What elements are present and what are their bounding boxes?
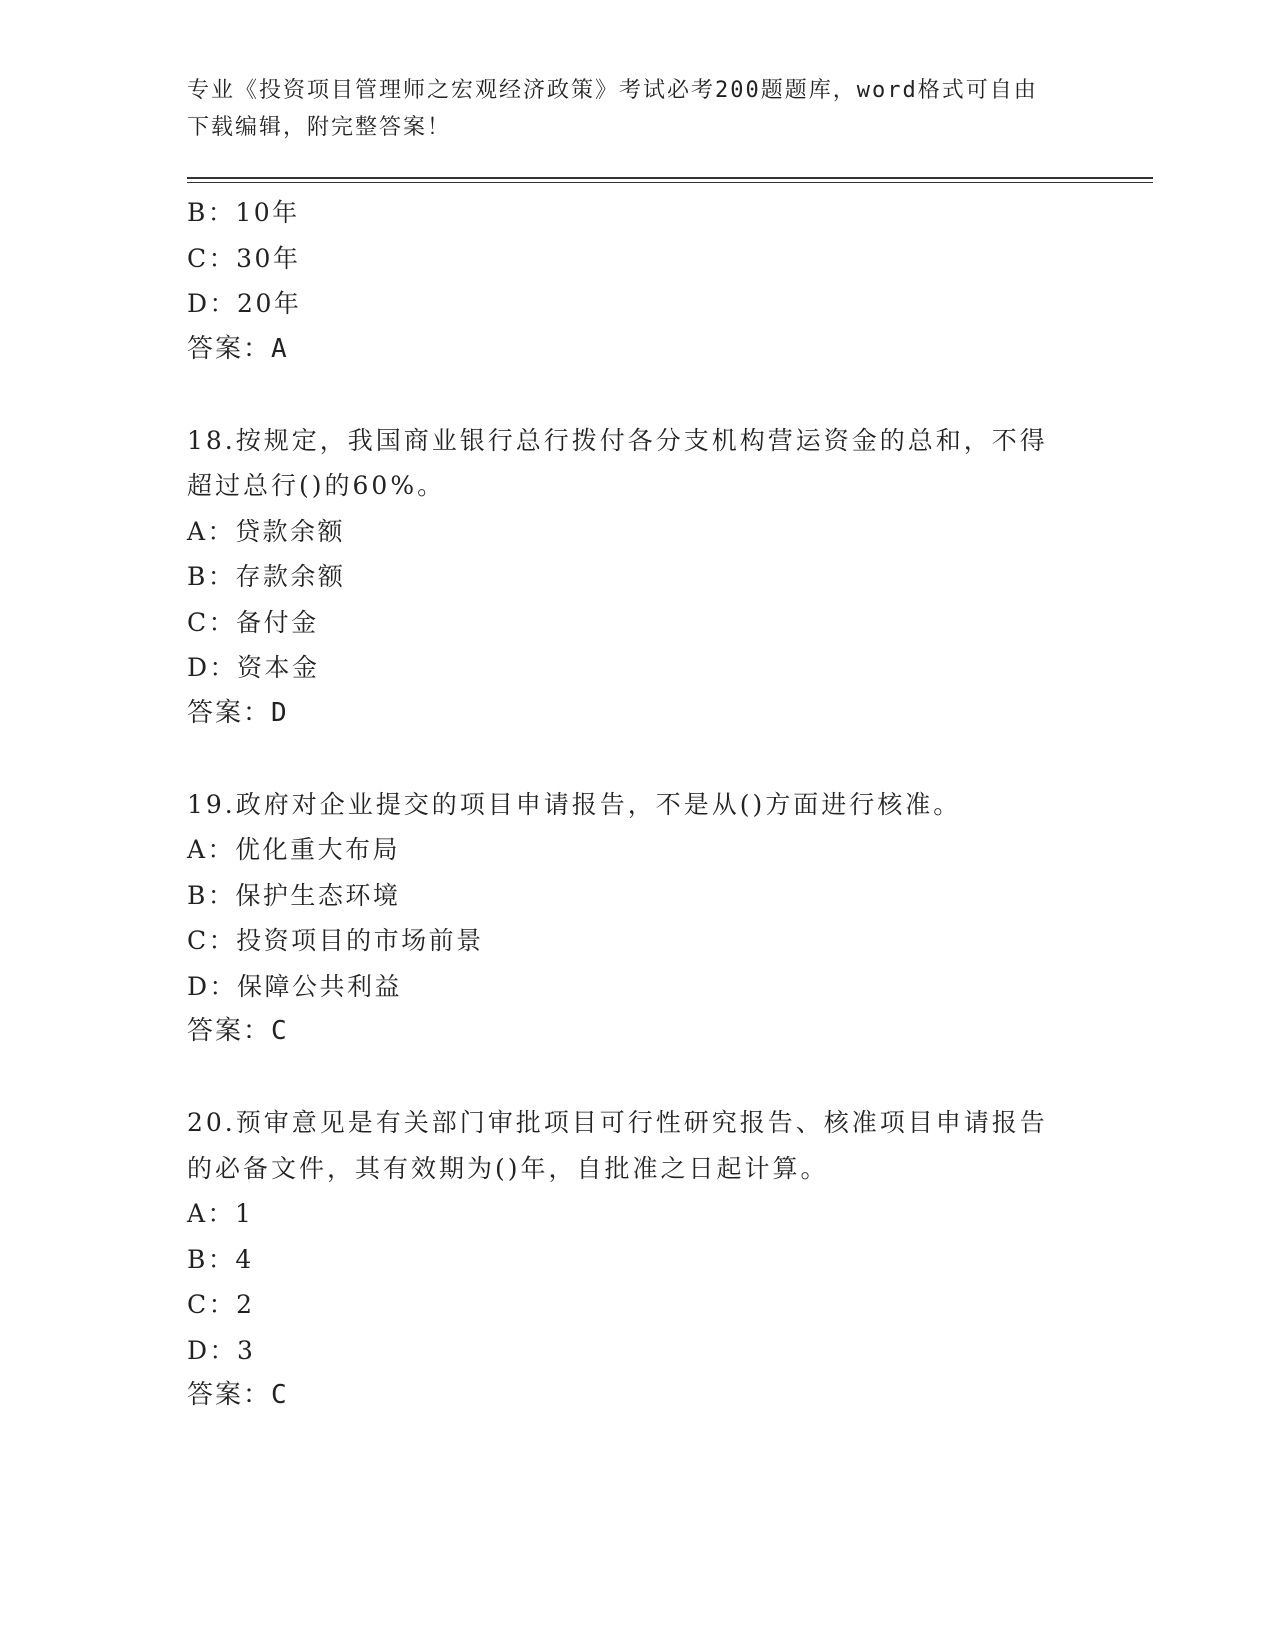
question-stem: 20.预审意见是有关部门审批项目可行性研究报告、核准项目申请报告	[187, 1108, 1048, 1137]
question-list	[187, 190, 1087, 1419]
answer: 答案：C	[187, 1380, 289, 1410]
header-divider-thick	[187, 177, 1153, 179]
option-a: A：1	[187, 1199, 254, 1228]
option-c: C：投资项目的市场前景	[187, 926, 484, 955]
header-divider-thin	[187, 182, 1153, 183]
question-18	[187, 418, 1087, 737]
option-c: C：2	[187, 1290, 255, 1319]
header-line-2: 下载编辑，附完整答案！	[187, 115, 452, 140]
question-19	[187, 782, 1087, 1055]
option-a: A：贷款余额	[187, 516, 346, 546]
option-d: D：资本金	[187, 653, 320, 682]
answer: 答案：A	[187, 333, 289, 364]
question-stem: 18.按规定，我国商业银行总行拨付各分支机构营运资金的总和，不得	[187, 425, 1048, 455]
answer: 答案：D	[187, 697, 289, 728]
answer: 答案：C	[187, 1016, 289, 1046]
option-d: D：3	[187, 1335, 256, 1365]
question-stem: 的必备文件，其有效期为()年，自批准之日起计算。	[187, 1153, 829, 1183]
option-a: A：优化重大布局	[187, 835, 401, 864]
option-b: B：保护生态环境	[187, 880, 401, 910]
question-stem: 超过总行()的60%。	[187, 471, 446, 500]
option-c: C：30年	[187, 243, 301, 273]
question-17-continuation	[187, 190, 1087, 372]
option-d: D：20年	[187, 289, 302, 318]
option-d: D：保障公共利益	[187, 971, 403, 1001]
option-c: C：备付金	[187, 607, 319, 637]
option-b: B：10年	[187, 198, 300, 227]
option-b: B：存款余额	[187, 562, 346, 591]
question-stem: 19.政府对企业提交的项目申请报告，不是从()方面进行核准。	[187, 789, 962, 819]
document-header	[187, 72, 1067, 146]
header-line-1: 专业《投资项目管理师之宏观经济政策》考试必考200题题库，word格式可自由	[187, 78, 1038, 103]
option-b: B：4	[187, 1244, 254, 1274]
question-20	[187, 1100, 1087, 1419]
